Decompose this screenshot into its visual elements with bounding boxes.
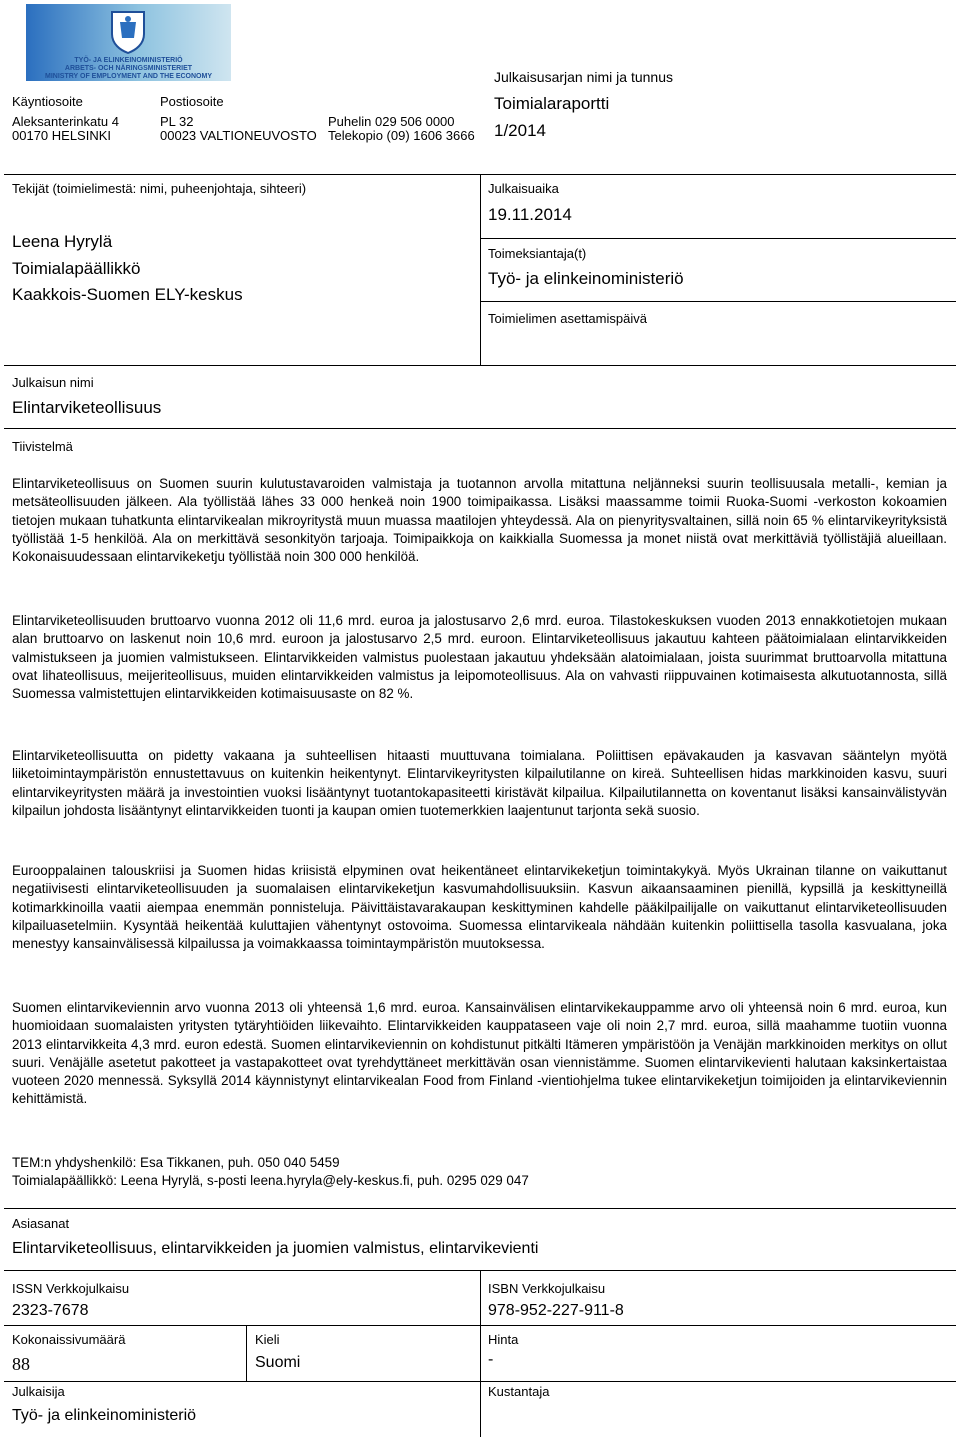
pubdate-label: Julkaisuaika (488, 181, 559, 196)
pubdate-value: 19.11.2014 (488, 205, 572, 224)
logo-text-fi: TYÖ- JA ELINKEINOMINISTERIÖ (74, 57, 183, 64)
visit-address-label: Käyntiosoite (12, 94, 83, 109)
divider-pubdate (480, 238, 956, 239)
divider-vertical-top (480, 174, 481, 365)
distributor-label: Kustantaja (488, 1384, 550, 1399)
price-label: Hinta (488, 1332, 519, 1347)
phone-number: Puhelin 029 506 0000 (328, 114, 455, 129)
divider-keywords (4, 1208, 956, 1209)
ministry-logo (26, 4, 231, 81)
isbn-label: ISBN Verkkojulkaisu (488, 1281, 606, 1296)
divider-title (4, 365, 956, 366)
author-title: Toimialapäällikkö (12, 259, 141, 278)
divider-publisher (4, 1381, 956, 1382)
commissioner-value: Työ- ja elinkeinoministeriö (488, 269, 684, 288)
divider-vertical-pages (246, 1325, 247, 1381)
series-name: Toimialaraportti (494, 94, 610, 113)
postal-address-label: Postiosoite (160, 94, 224, 109)
series-label: Julkaisusarjan nimi ja tunnus (494, 69, 673, 85)
coat-of-arms-icon (108, 8, 148, 54)
postal-address-line1: PL 32 (160, 114, 194, 129)
author-organization: Kaakkois-Suomen ELY-keskus (12, 285, 243, 304)
pages-label: Kokonaissivumäärä (12, 1332, 126, 1347)
publisher-label: Julkaisija (12, 1384, 65, 1399)
issn-label: ISSN Verkkojulkaisu (12, 1281, 130, 1296)
postal-address-line2: 00023 VALTIONEUVOSTO (160, 128, 317, 143)
summary-paragraph-3: Elintarviketeollisuutta on pidetty vakaana ja suhteellisen hitaasti muuttuvana toimialana. Poliittisen epävakauden ja kasvavan sääntelyn myötä liiketoimintaympäristön ennustettavuus on kuitenkin heikentynyt. Elintarvikeyritysten kilpailutilanne on kireä. Suhteellisen hidas markkinoiden kasvu, suuri elintarvikeyritysten määrä ja investointien vuoksi lisääntynyt tuotantokapasiteetti kiristävät kilpailua. Kilpailutilannetta on koventanut lisäksi kansainvälistyvän kilpailun johdosta lisääntynyt elintarvikkeiden tuonti ja kaupan omien tuotemerkkien laajentunut tarjonta sekä suosio. (12, 748, 947, 818)
divider-pages (4, 1325, 956, 1326)
divider-commissioner (480, 301, 956, 302)
visit-address-line1: Aleksanterinkatu 4 (12, 114, 119, 129)
language-value: Suomi (255, 1354, 301, 1371)
logo-text-sv: ARBETS- OCH NÄRINGSMINISTERIET (64, 65, 193, 72)
pages-value: 88 (12, 1354, 30, 1374)
author-name: Leena Hyrylä (12, 232, 113, 251)
summary-paragraph-4: Eurooppalainen talouskriisi ja Suomen hidas kriisistä elpyminen ovat heikentäneet elintarvikeketjun toimintakykyä. Myös Ukrainan tilanne on vaikuttanut negatiivisesti elintarviketeollisuuden ja suomalaisen elintarvikeketjun kasvumahdollisuuksiin. Kasvun aikaansaaminen pienillä, kypsillä ja keskittyneillä kotimarkkinoilla vaatii aiempaa enemmän ponnisteluja. Päivittäistavarakaupan keskittyminen kahdelle pääkilpailijalle on vaikuttanut elintarviketeollisuuden kilpailuasetelmiin. Kysyntää heikentää kuluttajien vähentynyt ostovoima. Suomessa elintarvikeala nähdään kuitenkin poliittisella tasolla kasvualana, joka menestyy kansainvälisessä kilpailussa ja voimakkaassa toimintaympäristön muutoksessa. (12, 863, 947, 952)
divider-vertical-bottom (480, 1270, 481, 1437)
pubname-value: Elintarviketeollisuus (12, 398, 162, 417)
summary-paragraph-2: Elintarviketeollisuuden bruttoarvo vuonna 2012 oli 11,6 mrd. euroa ja jalostusarvo 2,6 mrd. euroa. Tilastokeskuksen vuoden 2013 ennakkotietojen mukaan alan bruttoarvo on laskenut noin 10,6 mrd. euroon ja jalostusarvo 2,5 mrd. euroon. Elintarviketeollisuus jakautuu kahteen päätoimialaan elintarvikkeiden valmistukseen ja juomien valmistukseen. Elintarvikkeiden valmistus puolestaan jakautuu yhdeksään alatoimialaan, joista suurimmat bruttoarvolla mitattuna ovat lihateollisuus, meijeriteollisuus, muiden elintarvikkeiden valmistus ja leipomoteollisuus. Ala on vahvasti riippuvainen kotimaisesta alkutuotannosta, sillä Suomessa valmistettujen elintarvikkeiden kotimaisuusaste on 82 %. (12, 613, 947, 702)
keywords-label: Asiasanat (12, 1216, 70, 1231)
commissioner-label: Toimeksiantaja(t) (488, 246, 587, 261)
price-value: - (488, 1351, 494, 1368)
isbn-value: 978-952-227-911-8 (488, 1302, 624, 1319)
pubname-label: Julkaisun nimi (12, 375, 94, 390)
divider-summary (4, 428, 956, 429)
publisher-value: Työ- ja elinkeinoministeriö (12, 1407, 197, 1424)
logo-text-en: MINISTRY OF EMPLOYMENT AND THE ECONOMY (45, 73, 212, 80)
summary-contact-2: Toimialapäällikkö: Leena Hyrylä, s-posti leena.hyryla@ely-keskus.fi, puh. 0295 029 047 (12, 1173, 529, 1188)
keywords-value: Elintarviketeollisuus, elintarvikkeiden ja juomien valmistus, elintarvikevienti (12, 1240, 539, 1257)
summary-label: Tiivistelmä (12, 439, 73, 454)
language-label: Kieli (255, 1332, 280, 1347)
summary-paragraph-1: Elintarviketeollisuus on Suomen suurin kulutustavaroiden valmistaja ja tuotannon arvolla mitattuna neljänneksi suurin teollisuusala metalli-, kemian ja metsäteollisuuden jälkeen. Ala työllistää lähes 33 000 henkeä noin 1900 toimipaikassa. Lisäksi maassamme toimii Ruoka-Suomi -verkoston kokoamien tietojen mukaan tuhatkunta elintarvikealan mikroyritystä muun muassa maatilojen yhteydessä. Ala on pienyritysvaltainen, sillä noin 65 % elintarvikeyrityksistä työllistää 1-5 henkilöä. Ala on merkittävä sesonkityön tarjoaja. Toimipaikkoja on kaikkialla Suomessa ja monet niistä ovat merkittäviä työllistäjiä alueillaan. Kokonaisuudessaan elintarvikeketju työllistää noin 300 000 henkilöä. (12, 476, 947, 565)
summary-contact-1: TEM:n yhdyshenkilö: Esa Tikkanen, puh. 050 040 5459 (12, 1155, 340, 1170)
body-date-label: Toimielimen asettamispäivä (488, 311, 647, 326)
summary-paragraph-5: Suomen elintarvikeviennin arvo vuonna 2013 oli yhteensä 1,6 mrd. euroa. Kansainvälisen elintarvikekauppamme arvo oli yhteensä noin 6 mrd. euroa, kun huomioidaan suomalaisten yritysten tytäryhtiöiden liikevaihto. Elintarvikkeiden kauppataseen vaje oli noin 2,7 mrd. euroa, sillä maahamme tuotiin vuonna 2013 elintarvikkeita 4,3 mrd. euron edestä. Suomen elintarvikeviennin on kohdistunut pitkälti Itämeren ympäristöön ja Venäjän markkinoiden merkitys on ollut suuri. Venäjälle asetetut pakotteet ja vastapakotteet ovat tyrehdyttäneet merkittävän osan viennistämme. Suomen elintarvikevienti halutaan kaksinkertaistaa vuoteen 2020 mennessä. Syksyllä 2014 käynnistynyt elintarvikealan Food from Finland -vientiohjelma tukee elintarvikeketjun toimijoiden ja elintarvikeviennin kehittämistä. (12, 1000, 947, 1107)
authors-label: Tekijät (toimielimestä: nimi, puheenjohtaja, sihteeri) (12, 181, 307, 196)
issn-value: 2323-7678 (12, 1302, 89, 1319)
series-number: 1/2014 (494, 121, 546, 140)
fax-number: Telekopio (09) 1606 3666 (328, 128, 475, 143)
visit-address-line2: 00170 HELSINKI (12, 128, 112, 143)
